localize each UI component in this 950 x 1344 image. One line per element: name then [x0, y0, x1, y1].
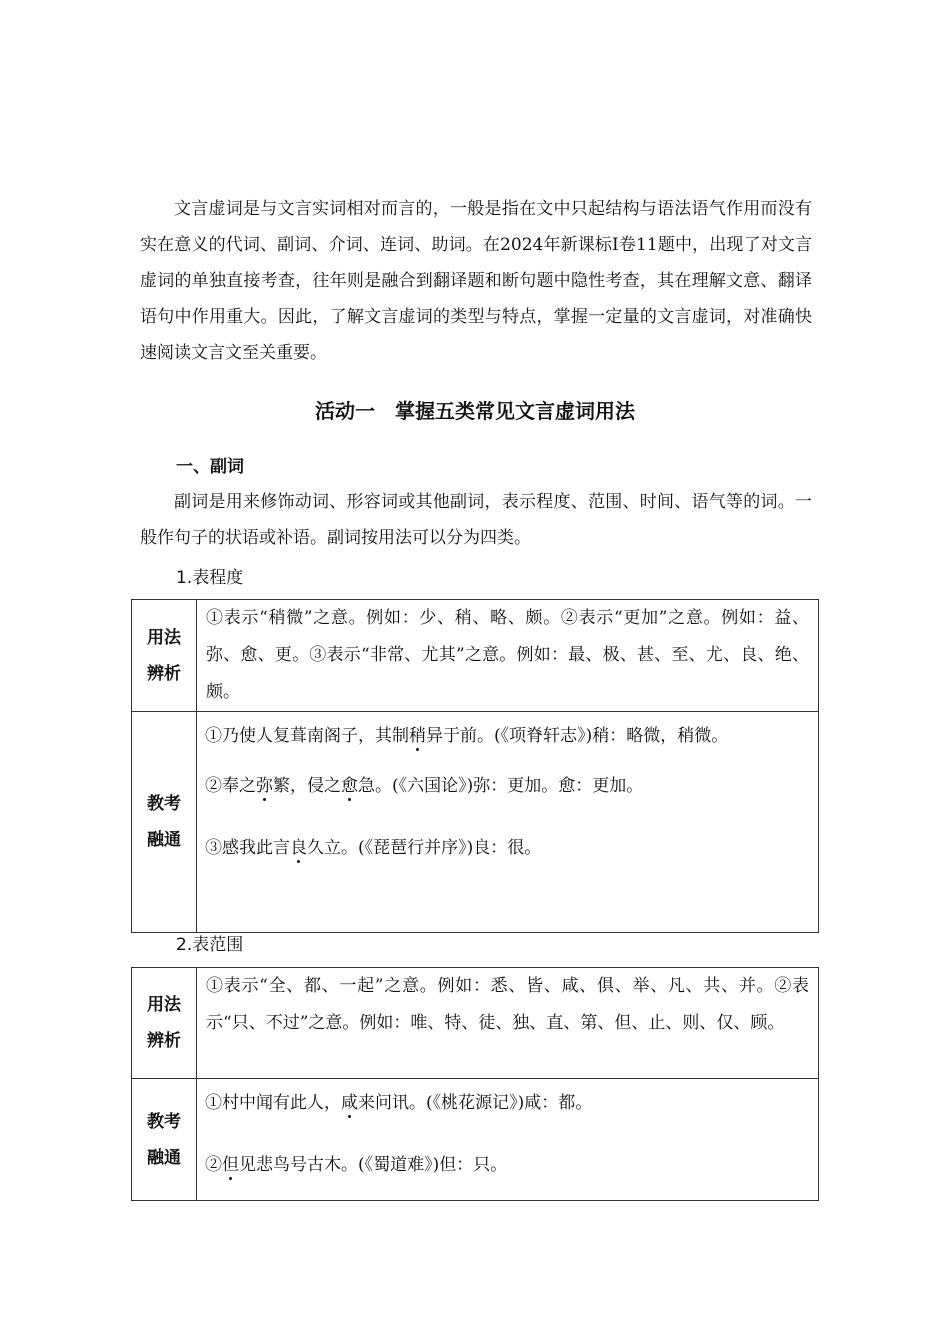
usage-label-line1: 用法	[147, 627, 181, 648]
example-text: ②奉之	[205, 776, 256, 796]
usage-label-cell	[132, 968, 197, 1079]
exam-label-line1: 教考	[147, 794, 181, 814]
exam-content-cell	[197, 712, 819, 933]
example-text: ①村中闻有此人，	[205, 1093, 341, 1113]
usage-label-line2: 辨析	[147, 663, 181, 684]
example-text: ①乃使人复葺南阁子，其制	[205, 726, 409, 746]
example-text: 来问讯。(《桃花源记》)咸：都。	[358, 1093, 593, 1113]
emphasis-dot-char: 良	[290, 838, 307, 858]
example-text: 见悲鸟号古木。(《蜀道难》)但：只。	[239, 1155, 508, 1175]
exam-content-cell	[197, 1079, 819, 1201]
degree-example-3	[205, 833, 810, 863]
subheading-degree: 1.表程度	[176, 568, 244, 588]
usage-label-cell	[132, 600, 197, 712]
subheading-scope: 2.表范围	[176, 935, 244, 955]
degree-usage-text: ①表示“稍微”之意。例如：少、稍、略、颇。②表示“更加”之意。例如：益、弥、愈、更。③表示“非常、尤其”之意。例如：最、极、甚、至、尤、良、绝、颇。	[206, 608, 809, 702]
exam-label-line1: 教考	[147, 1111, 181, 1132]
scope-usage-text: ①表示“全、都、一起”之意。例如：悉、皆、咸、俱、举、凡、共、并。②表示“只、不过”之意。例如：唯、特、徒、独、直、第、但、止、则、仅、顾。	[206, 976, 809, 1033]
usage-content-cell	[197, 600, 819, 712]
example-text: 急。(《六国论》)弥：更加。愈：更加。	[358, 776, 644, 796]
activity-title: 活动一 掌握五类常见文言虚词用法	[315, 399, 635, 423]
emphasis-dot-char: 但	[222, 1155, 239, 1175]
exam-label-line2: 融通	[147, 830, 181, 850]
emphasis-dot-char: 愈	[341, 776, 358, 796]
emphasis-dot-char: 咸	[341, 1093, 358, 1113]
usage-label-line2: 辨析	[147, 1031, 181, 1051]
scope-table	[131, 967, 819, 1201]
degree-example-1	[205, 712, 810, 751]
scope-example-2	[205, 1150, 810, 1180]
example-text: 久立。(《琵琶行并序》)良：很。	[307, 838, 542, 858]
example-text: 繁，侵之	[273, 776, 341, 796]
exam-label-cell	[132, 712, 197, 933]
intro-paragraph: 文言虚词是与文言实词相对而言的，一般是指在文中只起结构与语法语气作用而没有实在意义的代词、副词、介词、连词、助词。在2024年新课标Ⅰ卷11题中，出现了对文言虚词的单独直接考查，往年则是融合到翻译题和断句题中隐性考查，其在理解文意、翻译语句中作用重大。因此，了解文言虚词的类型与特点，掌握一定量的文言虚词，对准确快速阅读文言文至关重要。	[140, 199, 812, 363]
exam-label-cell	[132, 1079, 197, 1201]
example-text: ③感我此言	[205, 838, 290, 858]
scope-example-1	[205, 1079, 810, 1118]
exam-label-line2: 融通	[147, 1147, 181, 1168]
example-text: ②	[205, 1155, 222, 1175]
emphasis-dot-char: 稍	[409, 726, 426, 746]
degree-example-2	[205, 771, 810, 801]
usage-content-cell	[197, 968, 819, 1079]
emphasis-dot-char: 弥	[256, 776, 273, 796]
usage-label-line1: 用法	[147, 995, 181, 1015]
adverb-intro-paragraph: 副词是用来修饰动词、形容词或其他副词，表示程度、范围、时间、语气等的词。一般作句子的状语或补语。副词按用法可以分为四类。	[140, 492, 812, 548]
example-text: 异于前。(《项脊轩志》)稍：略微，稍微。	[426, 726, 729, 746]
degree-table	[131, 599, 819, 933]
section-heading-adverb: 一、副词	[176, 457, 244, 477]
